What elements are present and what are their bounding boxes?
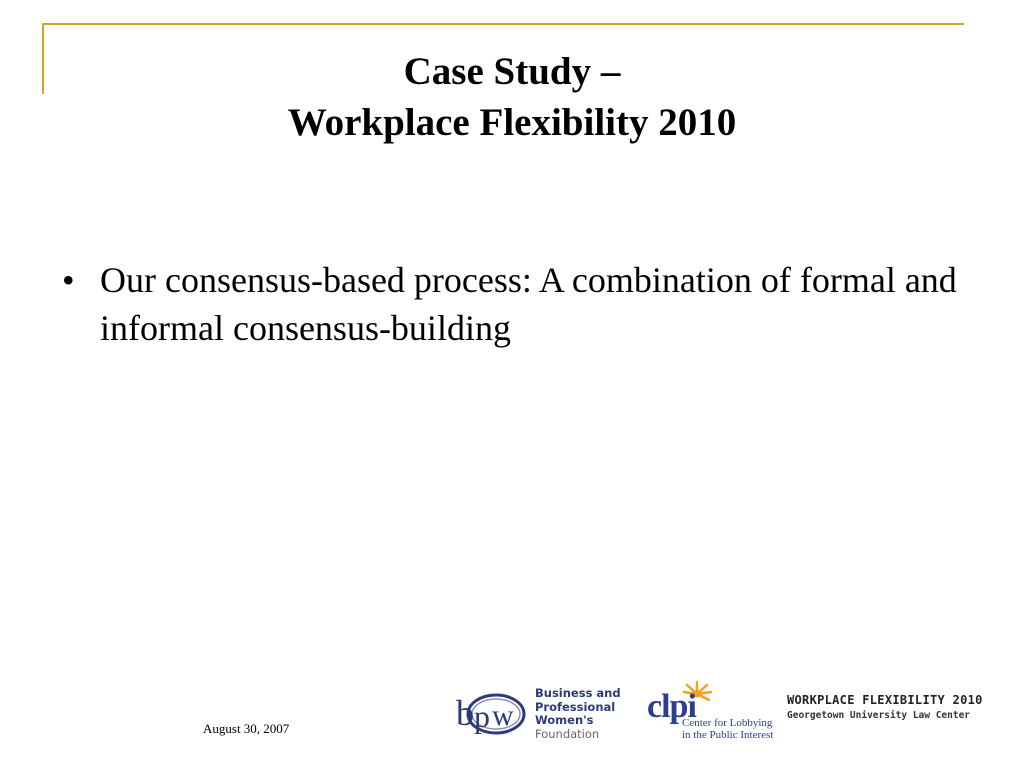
bpw-line-2: Professional <box>535 699 616 714</box>
bullet-list <box>62 256 962 352</box>
bpw-text <box>535 687 621 741</box>
clpi-wordmark: clpi <box>647 688 696 725</box>
bpw-foundation-logo <box>452 685 642 745</box>
wf-title: WORKPLACE FLEXIBILITY 2010 <box>787 693 983 707</box>
slide-title-line-1: Case Study – <box>403 50 621 93</box>
bullet-item <box>62 256 962 352</box>
slide-title-line-2: Workplace Flexibility 2010 <box>287 101 737 144</box>
clpi-line-1: Center for Lobbying <box>682 717 773 729</box>
bpw-line-1: Business and <box>535 686 621 700</box>
bpw-line-4: Foundation <box>535 726 600 741</box>
svg-text:w: w <box>492 699 514 732</box>
slide-date: August 30, 2007 <box>203 721 290 736</box>
svg-text:p: p <box>474 698 490 734</box>
slide-title <box>0 46 1024 148</box>
wf-subtitle: Georgetown University Law Center <box>787 710 971 721</box>
bpw-mark-icon <box>452 687 527 739</box>
bullet-symbol: • <box>62 260 75 300</box>
workplace-flexibility-logo <box>787 693 1007 721</box>
bpw-line-3: Women's <box>535 713 594 727</box>
svg-text:b: b <box>456 693 474 733</box>
top-accent-line <box>42 23 964 25</box>
bullet-text: Our consensus-based process: A combination of formal and informal consensus-building <box>100 260 957 348</box>
clpi-logo <box>647 680 792 746</box>
clpi-line-2: in the Public Interest <box>682 729 774 741</box>
